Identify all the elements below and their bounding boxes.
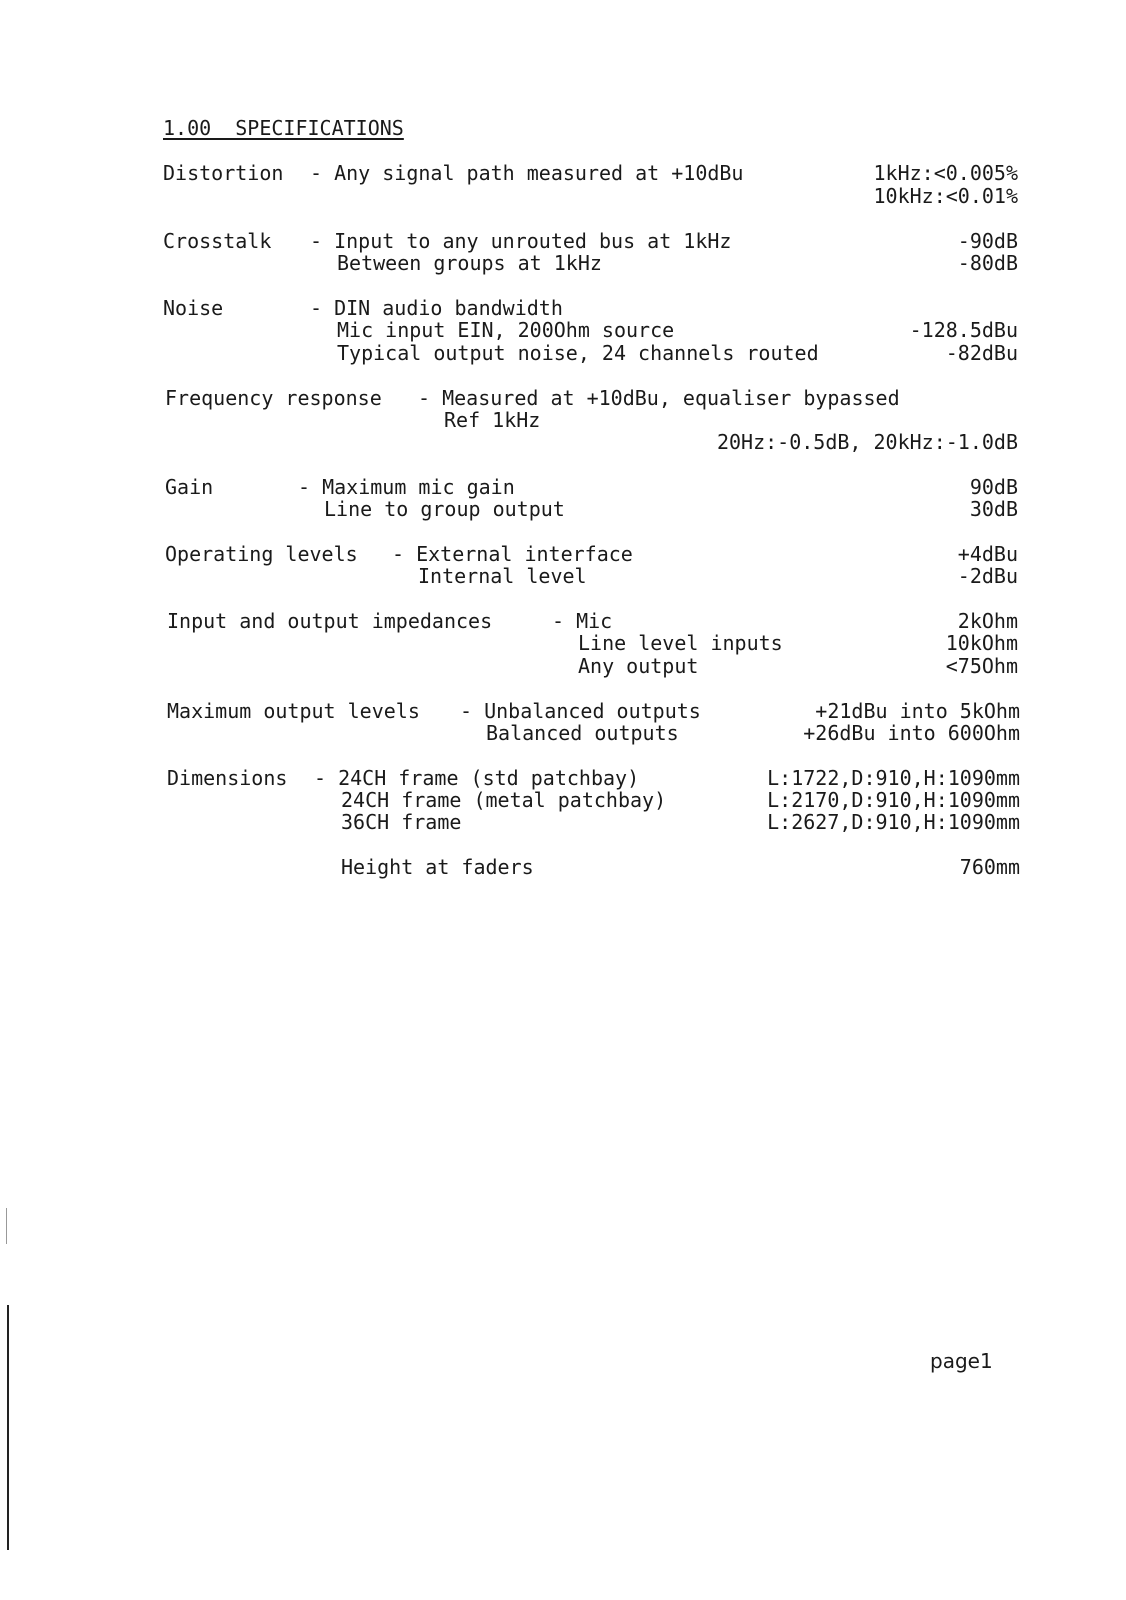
- scan-artifact-long: [7, 1305, 9, 1550]
- gain-value-1: 90dB: [969, 475, 1018, 499]
- section-heading: 1.00 SPECIFICATIONS: [163, 116, 404, 140]
- gain-line-2: Line to group output: [324, 497, 565, 521]
- dimensions-value-4: 760mm: [959, 855, 1020, 879]
- dimensions-line-2: 24CH frame (metal patchbay): [341, 788, 667, 812]
- noise-value-2: -128.5dBu: [909, 318, 1018, 342]
- max-output-value-1: +21dBu into 5kOhm: [815, 699, 1020, 723]
- scan-artifact-short: [6, 1208, 7, 1244]
- distortion-label: Distortion: [163, 161, 284, 185]
- crosstalk-line-1: - Input to any unrouted bus at 1kHz: [310, 229, 732, 253]
- operating-levels-line-2: Internal level: [418, 564, 587, 588]
- gain-label: Gain: [165, 475, 214, 499]
- crosstalk-label: Crosstalk: [163, 229, 272, 253]
- impedances-line-3: Any output: [578, 654, 699, 678]
- noise-line-2: Mic input EIN, 200Ohm source: [337, 318, 675, 342]
- dimensions-value-2: L:2170,D:910,H:1090mm: [767, 788, 1020, 812]
- gain-line-1: - Maximum mic gain: [298, 475, 515, 499]
- frequency-response-label: Frequency response: [165, 386, 382, 410]
- crosstalk-value-1: -90dB: [957, 229, 1018, 253]
- noise-value-3: -82dBu: [945, 341, 1018, 365]
- impedances-label: Input and output impedances: [167, 609, 493, 633]
- crosstalk-value-2: -80dB: [957, 251, 1018, 275]
- noise-line-1: - DIN audio bandwidth: [310, 296, 563, 320]
- dimensions-value-1: L:1722,D:910,H:1090mm: [767, 766, 1020, 790]
- frequency-response-line-1: - Measured at +10dBu, equaliser bypassed: [418, 386, 900, 410]
- distortion-value-1khz: 1kHz:<0.005%: [873, 161, 1018, 185]
- operating-levels-line-1: - External interface: [392, 542, 633, 566]
- distortion-value-10khz: 10kHz:<0.01%: [873, 184, 1018, 208]
- crosstalk-line-2: Between groups at 1kHz: [337, 251, 602, 275]
- max-output-line-2: Balanced outputs: [486, 721, 679, 745]
- dimensions-value-3: L:2627,D:910,H:1090mm: [767, 810, 1020, 834]
- distortion-desc: - Any signal path measured at +10dBu: [310, 161, 744, 185]
- dimensions-line-1: - 24CH frame (std patchbay): [314, 766, 640, 790]
- operating-levels-label: Operating levels: [165, 542, 358, 566]
- dimensions-label: Dimensions: [167, 766, 288, 790]
- operating-levels-value-1: +4dBu: [957, 542, 1018, 566]
- dimensions-line-3: 36CH frame: [341, 810, 462, 834]
- frequency-response-value: 20Hz:-0.5dB, 20kHz:-1.0dB: [716, 430, 1018, 454]
- impedances-value-2: 10kOhm: [945, 631, 1018, 655]
- max-output-label: Maximum output levels: [167, 699, 420, 723]
- noise-line-3: Typical output noise, 24 channels routed: [337, 341, 819, 365]
- impedances-line-2: Line level inputs: [578, 631, 783, 655]
- gain-value-2: 30dB: [969, 497, 1018, 521]
- frequency-response-line-2: Ref 1kHz: [444, 408, 541, 432]
- max-output-value-2: +26dBu into 600Ohm: [803, 721, 1020, 745]
- page-number: page1: [930, 1349, 993, 1373]
- max-output-line-1: - Unbalanced outputs: [460, 699, 701, 723]
- impedances-value-3: <75Ohm: [945, 654, 1018, 678]
- impedances-line-1: - Mic: [552, 609, 613, 633]
- operating-levels-value-2: -2dBu: [957, 564, 1018, 588]
- impedances-value-1: 2kOhm: [957, 609, 1018, 633]
- dimensions-line-4: Height at faders: [341, 855, 534, 879]
- noise-label: Noise: [163, 296, 224, 320]
